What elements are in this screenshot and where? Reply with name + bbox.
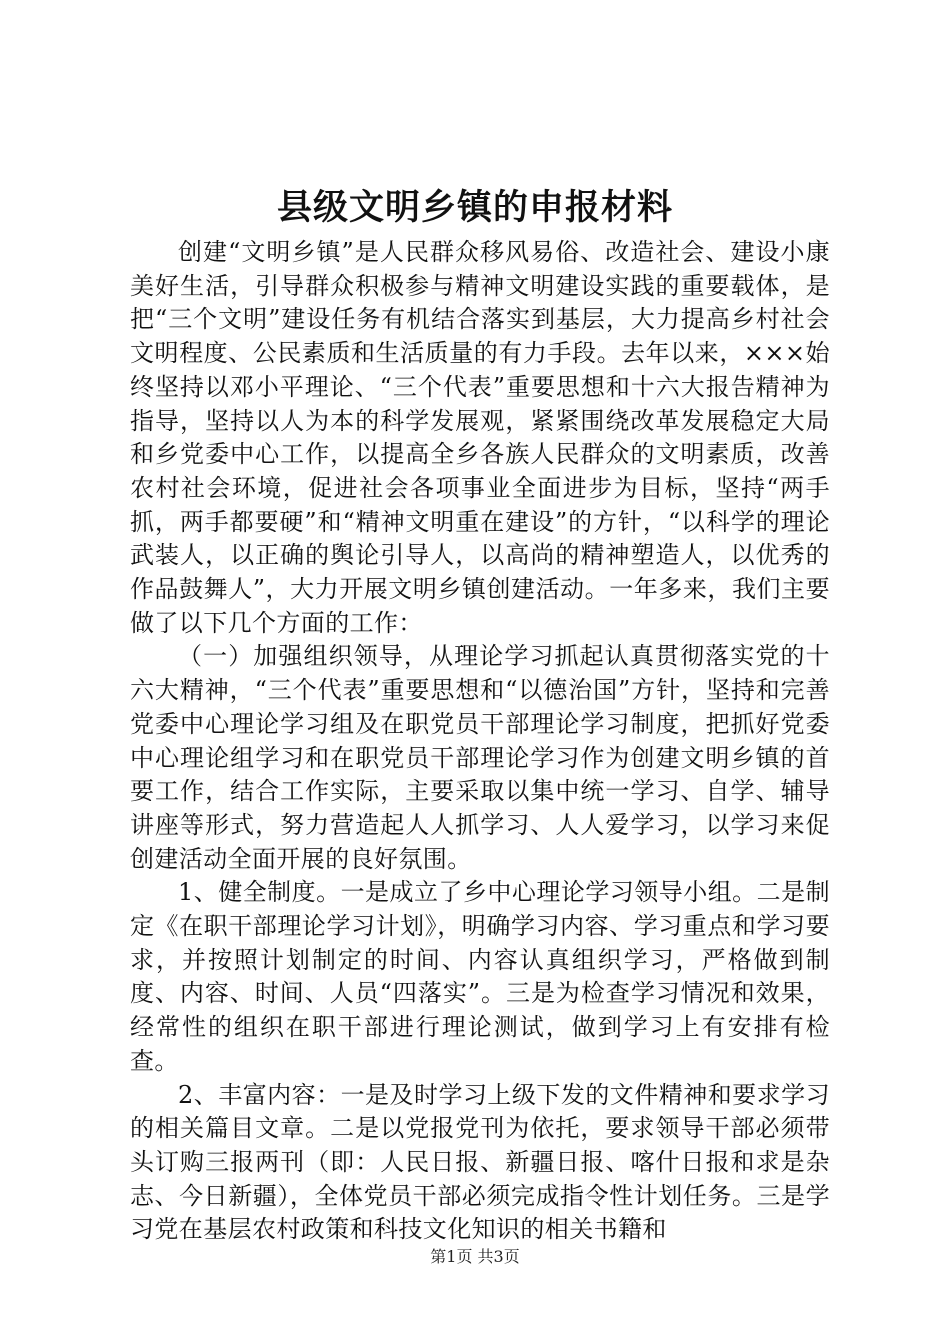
paragraph-item-2: 2、丰富内容：一是及时学习上级下发的文件精神和要求学习的相关篇目文章。二是以党报党刊为依托，要求领导干部必须带头订购三报两刊（即：人民日报、新疆日报、喀什日报和求是杂志、今日新疆），全体党员干部必须完成指令性计划任务。三是学习党在基层农村政策和科技文化知识的相关书籍和 [130,1080,830,1244]
paragraph-section-1: （一）加强组织领导，从理论学习抓起认真贯彻落实党的十六大精神，“三个代表”重要思想和“以德治国”方针，坚持和完善党委中心理论学习组及在职党员干部理论学习制度，把抓好党委中心理论组学习和在职党员干部理论学习作为创建文明乡镇的首要工作，结合工作实际，主要采取以集中统一学习、自学、辅导讲座等形式，努力营造起人人抓学习、人人爱学习，以学习来促创建活动全面开展的良好氛围。 [130,642,830,873]
paragraph-intro: 创建“文明乡镇”是人民群众移风易俗、改造社会、建设小康美好生活，引导群众积极参与精神文明建设实践的重要载体，是把“三个文明”建设任务有机结合落实到基层，大力提高乡村社会文明程度、公民素质和生活质量的有力手段。去年以来，×××始终坚持以邓小平理论、“三个代表”重要思想和十六大报告精神为指导，坚持以人为本的科学发展观，紧紧围绕改革发展稳定大局和乡党委中心工作，以提高全乡各族人民群众的文明素质，改善农村社会环境，促进社会各项事业全面进步为目标，坚持“两手抓，两手都要硬”和“精神文明重在建设”的方针，“以科学的理论武装人，以正确的舆论引导人，以高尚的精神塑造人，以优秀的作品鼓舞人”，大力开展文明乡镇创建活动。一年多来，我们主要做了以下几个方面的工作： [130,238,830,637]
document-body [130,236,830,1247]
document-title: 县级文明乡镇的申报材料 [276,187,673,228]
paragraph-item-1: 1、健全制度。一是成立了乡中心理论学习领导小组。二是制定《在职干部理论学习计划》，明确学习内容、学习重点和学习要求，并按照计划制定的时间、内容认真组织学习，严格做到制度、内容、时间、人员“四落实”。三是为检查学习情况和效果，经常性的组织在职干部进行理论测试，做到学习上有安排有检查。 [130,878,830,1075]
page-number-footer: 第1页 共3页 [430,1247,520,1266]
